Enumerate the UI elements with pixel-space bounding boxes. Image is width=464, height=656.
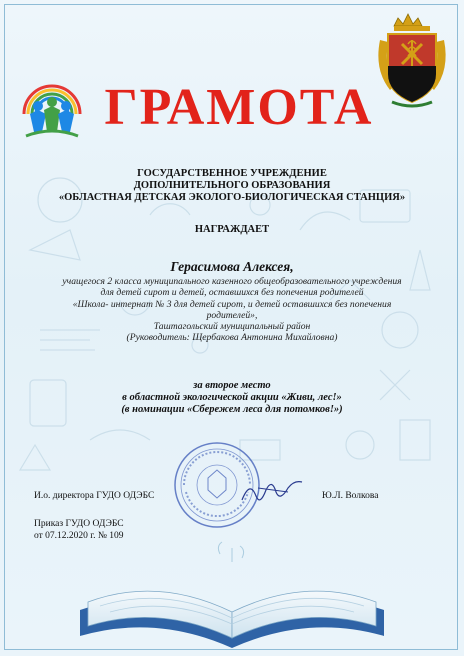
achievement-line: в областной экологической акции «Живи, лес!» (122, 392, 342, 403)
eco-station-logo (18, 78, 86, 144)
signature (238, 478, 308, 508)
order-line: от 07.12.2020 г. № 109 (34, 530, 124, 541)
award-label: НАГРАЖДАЕТ (194, 224, 270, 235)
signatory-position: И.о. директора ГУДО ОДЭБС (34, 491, 155, 501)
organization-line: «ОБЛАСТНАЯ ДЕТСКАЯ ЭКОЛОГО-БИОЛОГИЧЕСКАЯ СТАНЦИЯ» (58, 192, 406, 203)
recipient-name: Герасимова Алексея, (170, 259, 294, 274)
order-line: Приказ ГУДО ОДЭБС (34, 519, 124, 529)
description-line: (Руководитель: Щербакова Антонина Михайловна) (126, 332, 338, 344)
open-book-illustration (70, 540, 394, 656)
achievement-line: (в номинации «Сбережем леса для потомков!») (121, 404, 343, 415)
description-line: учащегося 2 класса муниципального казенного общеобразовательного учреждения (62, 276, 402, 287)
description-line: для детей сирот и детей, оставшихся без попечения родителей (100, 287, 364, 299)
recipient-description (40, 276, 424, 344)
certificate-title: ГРАМОТА (104, 79, 374, 136)
organization-line: ДОПОЛНИТЕЛЬНОГО ОБРАЗОВАНИЯ (133, 180, 331, 191)
description-line: «Школа- интернат № 3 для детей сирот, и детей оставшихся без попечения (72, 298, 392, 310)
organization-line: ГОСУДАРСТВЕННОЕ УЧРЕЖДЕНИЕ (137, 168, 327, 179)
signatory-name: Ю.Л. Волкова (322, 491, 379, 501)
organization-name (50, 168, 414, 204)
achievement-line: за второе место (193, 380, 271, 391)
achievement (40, 380, 424, 416)
description-line: Таштагольский муниципальный район (153, 321, 311, 333)
description-line: родителей», (206, 309, 258, 321)
order-reference (34, 519, 124, 542)
coat-of-arms-icon (372, 10, 452, 110)
